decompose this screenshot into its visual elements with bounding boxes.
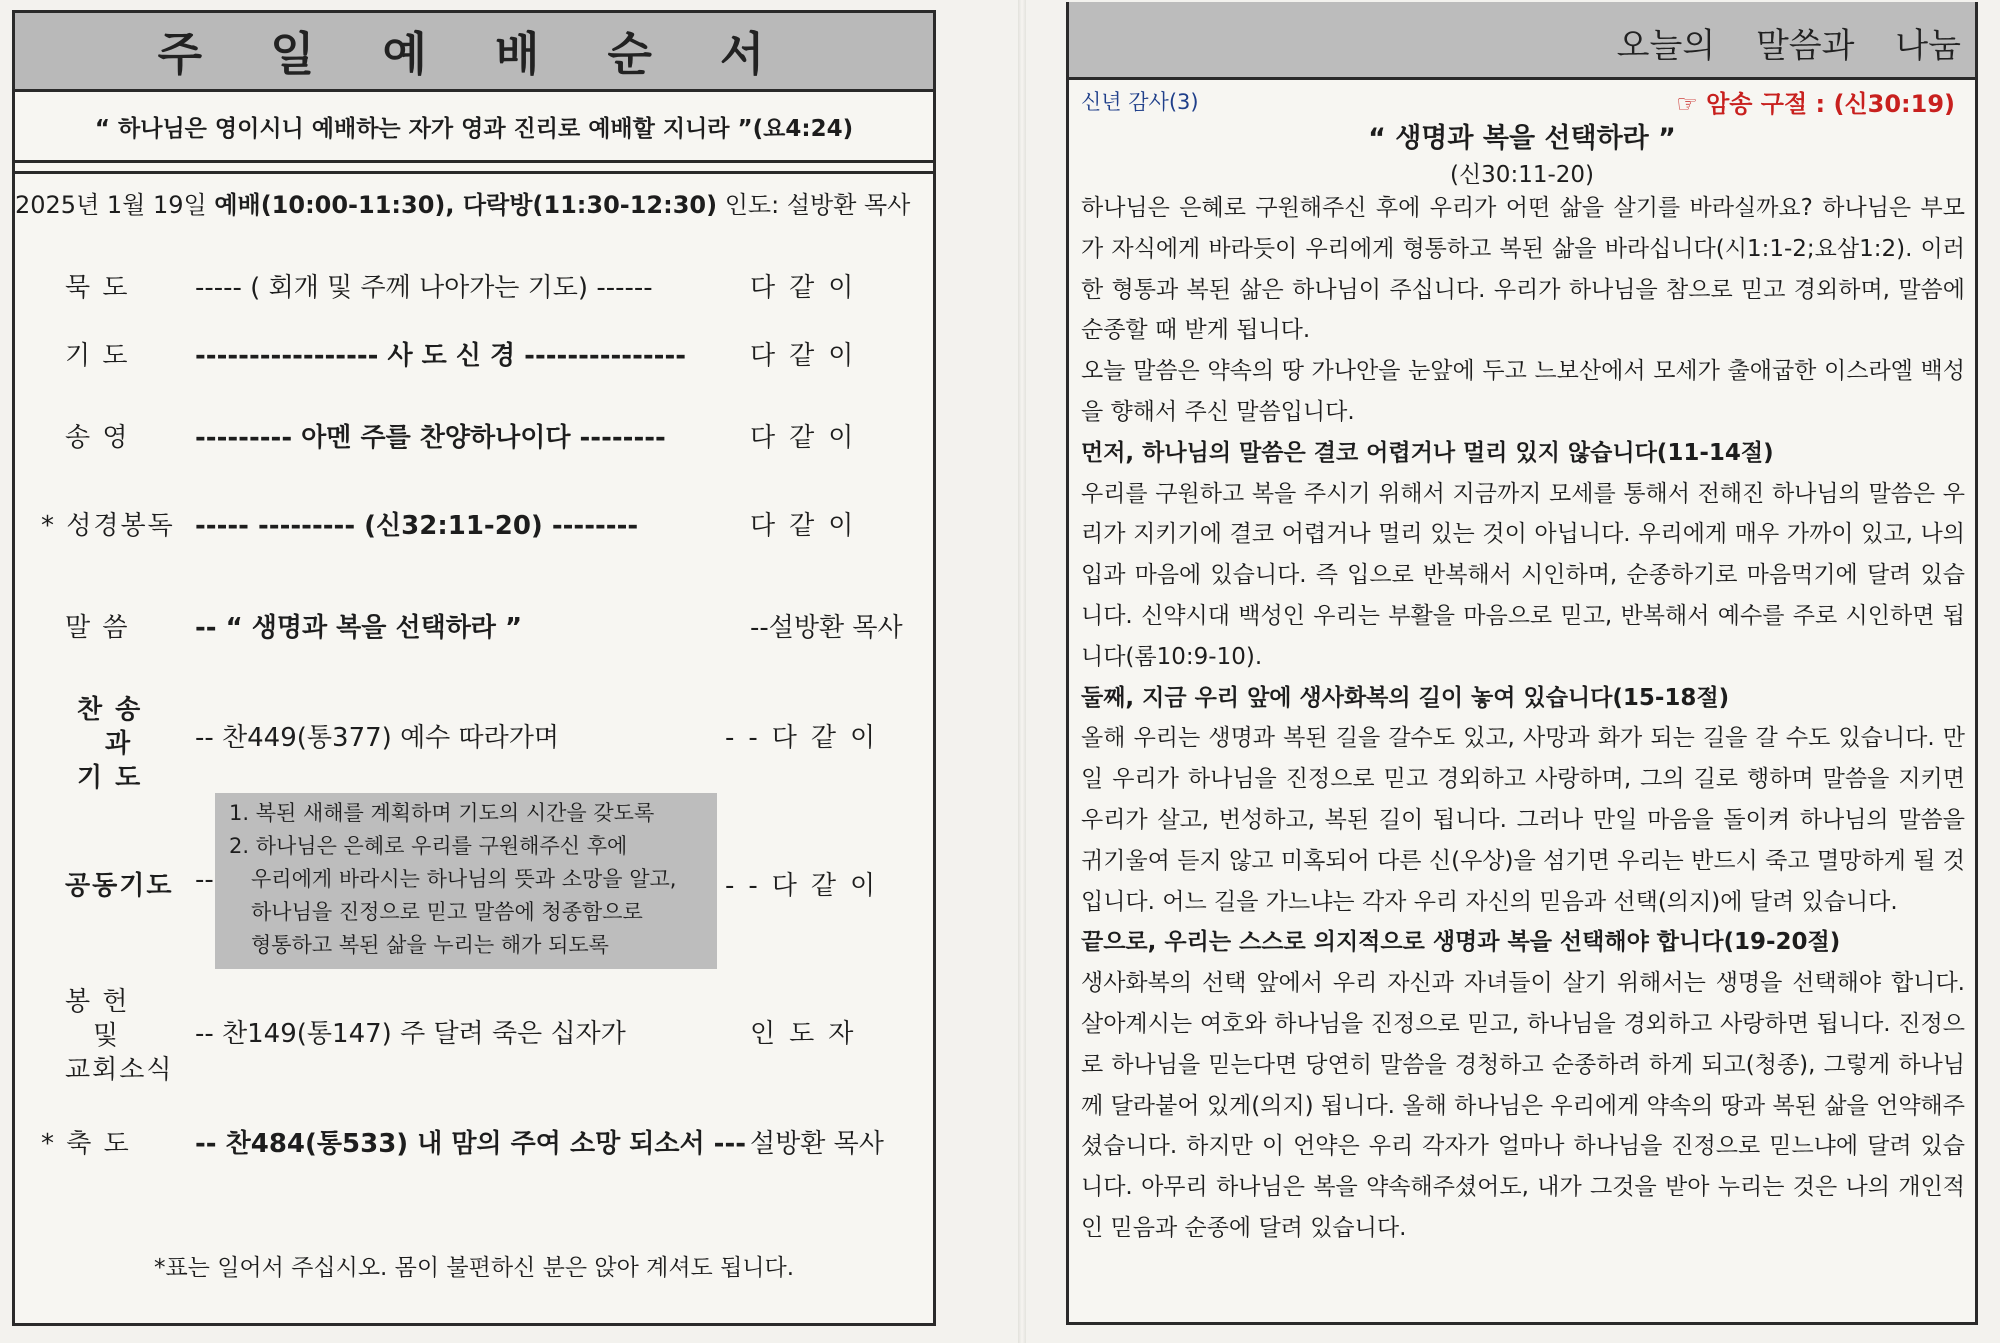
order-performer: 다같이 xyxy=(750,511,868,541)
order-row-corporate-prayer xyxy=(15,865,933,905)
order-row-prayer xyxy=(15,335,933,375)
order-performer: 다같이 xyxy=(750,423,868,453)
order-row-praise xyxy=(15,417,933,457)
worship-order-box xyxy=(12,10,936,1326)
order-performer: --설방환 목사 xyxy=(750,613,903,643)
order-detail: -- 찬149(통147) 주 달려 죽은 십자가 xyxy=(195,1019,626,1049)
order-row-sermon xyxy=(15,607,933,647)
sermon-series: 신년 감사(3) xyxy=(1081,90,1199,114)
order-row-benediction xyxy=(15,1123,933,1163)
service-date-line xyxy=(15,185,910,220)
order-label-line: 교회소식 xyxy=(65,1055,174,1085)
service-leader: 인도: 설방환 목사 xyxy=(717,191,911,219)
order-label: 송 영 xyxy=(65,423,130,453)
sermon-point-heading: 먼저, 하나님의 말씀은 결코 어렵거나 멀리 있지 않습니다(11-14절) xyxy=(1081,439,1774,466)
order-label-multiline xyxy=(65,985,173,1087)
order-label-multiline xyxy=(77,693,142,795)
sermon-paragraph: 생사화복의 선택 앞에서 우리 자신과 자녀들이 살기 위해서는 생명을 선택해야 합니다. 살아계시는 여호와 하나님을 진정으로 믿고, 하나님을 경외하고 사랑하면 됩니다. 진정으로 하나님을 믿는다면 당연히 말씀을 경청하고 순종하려 하게 되고(청종), 그렇게 하나님께 달라붙어 있게(의지) 됩니다. 올해 하나님은 우리에게 약속의 땅과 복된 삶을 언약해주셨습니다. 하지만 이 언약은 우리 각자가 얼마나 하나님을 진정으로 믿느냐에 달려 있습니다. 아무리 하나님은 복을 약속해주셨어도, 내가 그것을 받아 누리는 것은 나의 개인적인 믿음과 순종에 달려 있습니다. xyxy=(1081,970,1965,1241)
order-label: * 축 도 xyxy=(41,1129,131,1159)
order-label-line: 및 xyxy=(93,1021,121,1051)
prayer-line: 1. 복된 새해를 계획하며 기도의 시간을 갖도록 xyxy=(229,801,655,825)
order-detail: --------- 아멘 주를 찬양하나이다 -------- xyxy=(195,423,666,453)
order-detail: ----------------- 사 도 신 경 --------------- xyxy=(195,341,687,371)
order-performer: 인도자 xyxy=(750,1019,868,1049)
order-label: 공동기도 xyxy=(65,871,174,901)
sermon-point-heading: 끝으로, 우리는 스스로 의지적으로 생명과 복을 선택해야 합니다(19-20절) xyxy=(1081,929,1841,956)
sermon-paragraph: 우리를 구원하고 복을 주시기 위해서 지금까지 모세를 통해서 전해진 하나님의 말씀은 우리가 지키기에 결코 어렵거나 멀리 있는 것이 아닙니다. 우리에게 매우 가까이 있고, 나의 입과 마음에 있습니다. 즉 입으로 반복해서 시인하며, 순종하기로 마음먹기에 달려 있습니다. 신약시대 백성인 우리는 부활을 마음으로 믿고, 반복해서 예수를 주로 시인하면 됩니다(롬10:9-10). xyxy=(1081,480,1965,670)
order-detail: ----- ( 회개 및 주께 나아가는 기도) ------ xyxy=(195,273,653,303)
sermon-paragraph: 올해 우리는 생명과 복된 길을 갈수도 있고, 사망과 화가 되는 길을 갈 수도 있습니다. 만일 우리가 하나님을 진정으로 믿고 경외하고 사랑하며, 그의 길로 행하며 말씀을 지키면 우리가 살고, 번성하고, 복된 길이 됩니다. 그러나 만일 마음을 돌이켜 하나님의 말씀을 귀기울여 듣지 않고 미혹되어 다른 신(우상)을 섬기면 우리는 반드시 죽고 멸망하게 될 것입니다. 어느 길을 가느냐는 각자 우리 자신의 믿음과 선택(의지)에 달려 있습니다. xyxy=(1081,725,1965,915)
order-row-scripture xyxy=(15,505,933,545)
worship-order-title: 주 일 예 배 순 서 xyxy=(15,13,933,92)
order-label-line: 찬 송 xyxy=(77,695,143,725)
order-label: 묵 도 xyxy=(65,273,130,303)
prayer-line: 하나님을 진정으로 믿고 말씀에 청종함으로 xyxy=(251,900,643,924)
prayer-line: 형통하고 복된 삶을 누리는 해가 되도록 xyxy=(251,933,609,957)
order-detail: -- 찬449(통377) 예수 따라가며 xyxy=(195,723,560,753)
divider xyxy=(15,163,933,174)
order-performer: 다같이 xyxy=(750,341,868,371)
sermon-paragraph: 오늘 말씀은 약속의 땅 가나안을 눈앞에 두고 느보산에서 모세가 출애굽한 이스라엘 백성을 향해서 주신 말씀입니다. xyxy=(1081,358,1965,425)
order-performer: 다같이 xyxy=(750,273,868,303)
prayer-line: 우리에게 바라시는 하나님의 뜻과 소망을 알고, xyxy=(251,867,677,891)
order-row-silent-prayer xyxy=(15,267,933,307)
order-row-hymn-prayer xyxy=(15,695,933,793)
memory-verse: ☞ 암송 구절 : (신30:19) xyxy=(1676,90,1955,118)
theme-verse: “ 하나님은 영이시니 예배하는 자가 영과 진리로 예배할 지니라 ”(요4:24) xyxy=(15,92,933,163)
sermon-header: 오늘의 말씀과 나눔 xyxy=(1069,2,1975,80)
sermon-title: “ 생명과 복을 선택하라 ” xyxy=(1368,123,1676,154)
right-page xyxy=(1040,0,2000,1343)
service-date: 2025년 1월 19일 xyxy=(15,191,215,219)
order-detail: ----- --------- (신32:11-20) -------- xyxy=(195,511,639,541)
order-performer: --다같이 xyxy=(725,723,890,753)
service-times: 예배(10:00-11:30), 다락방(11:30-12:30) xyxy=(214,191,718,219)
prayer-line: 2. 하나님은 은혜로 우리를 구원해주신 후에 xyxy=(229,834,628,858)
order-detail: -- xyxy=(195,865,214,895)
sermon-paragraph: 하나님은 은혜로 구원해주신 후에 우리가 어떤 삶을 살기를 바라실까요? 하나님은 부모가 자식에게 바라듯이 우리에게 형통하고 복된 삶을 바라십니다(시1:1-2;요삼1:2). 이러한 형통과 복된 삶은 하나님이 주십니다. 우리가 하나님을 참으로 믿고 경외하며, 말씀에 순종할 때 받게 됩니다. xyxy=(1081,195,1965,344)
order-label-line: 봉 헌 xyxy=(65,987,130,1017)
sermon-box xyxy=(1066,2,1978,1325)
order-label-line: 기 도 xyxy=(77,763,143,793)
page-fold xyxy=(1018,0,1026,1343)
order-label: 말 씀 xyxy=(65,613,130,643)
order-detail: -- “ 생명과 복을 선택하라 ” xyxy=(195,613,523,643)
order-label-line: 과 xyxy=(105,729,133,759)
order-detail: -- 찬484(통533) 내 맘의 주여 소망 되소서 --- xyxy=(195,1129,747,1159)
order-row-offering xyxy=(15,987,933,1085)
order-label: 기 도 xyxy=(65,341,130,371)
standing-note: *표는 일어서 주십시오. 몸이 불편하신 분은 앉아 계셔도 됩니다. xyxy=(153,1255,795,1281)
sermon-body xyxy=(1081,188,1965,1249)
sermon-reference: (신30:11-20) xyxy=(1449,162,1594,188)
sermon-point-heading: 둘째, 지금 우리 앞에 생사화복의 길이 놓여 있습니다(15-18절) xyxy=(1081,684,1730,711)
order-label: * 성경봉독 xyxy=(41,511,175,541)
order-performer: --다같이 xyxy=(725,871,890,901)
order-performer: 설방환 목사 xyxy=(750,1129,884,1159)
